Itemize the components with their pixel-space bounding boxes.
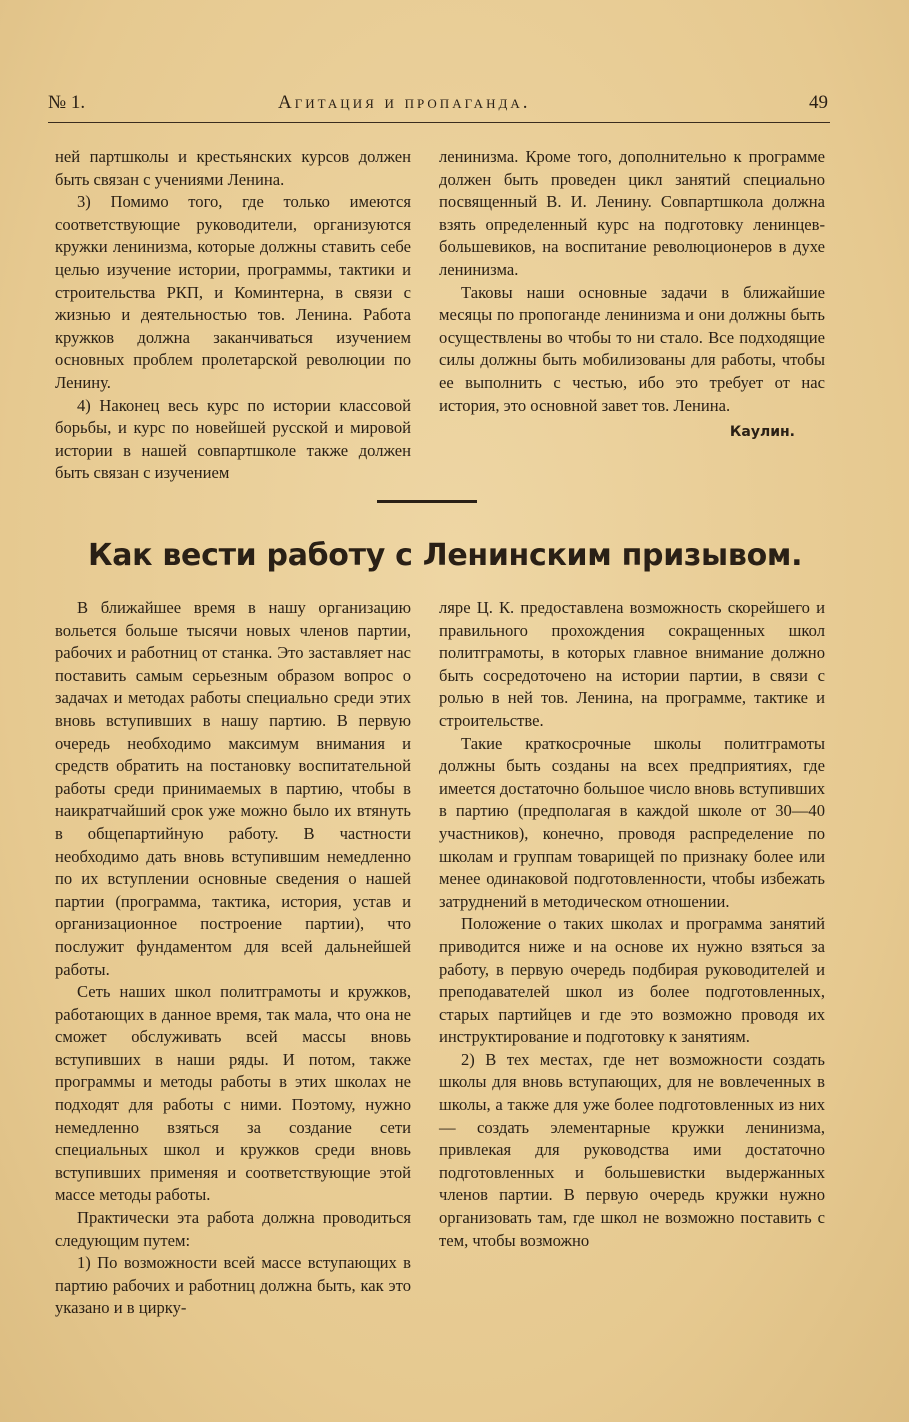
paragraph: 1) По возможности всей массе вступающих в партию рабочих и работниц должна быть, как это указано и в цирку- (55, 1253, 411, 1318)
article-column-left (55, 597, 411, 1320)
issue-number: № 1. (48, 92, 86, 113)
paragraph: Таковы наши основные задачи в ближайшие месяцы по пропоганде ленинизма и они должны быть осуществлены во чтобы то ни стало. Все подходящие силы должны быть мобилизованы для работы, чтобы ее выполнить с честью, ибо это требует от нас история, это основной завет тов. Ленина. (439, 282, 825, 415)
article-column-right (439, 597, 825, 1252)
paragraph: ляре Ц. К. предоставлена возможность скорейшего и правильного прохождения сокращенных школ политграмоты, в которых главное внимание должно быть сосредоточено на истории партии, в связи с ролью в ней тов. Ленина, на программе, тактике и строительстве. (439, 598, 825, 730)
paragraph: ленинизма. Кроме того, дополнительно к программе должен быть проведен цикл занятий специально посвященный В. И. Ленину. Совпартшкола должна взять определенный курс на подготовку ленинцев-большевиков, на воспитание революционеров в духе ленинизма. (439, 147, 825, 279)
paragraph: 3) Помимо того, где только имеются соответствующие руководители, организуются кружки ленинизма, которые должны ставить себе целью изучение истории, программы, тактики и строительства РКП, и Коминтерна, в связи с жизнью и деятельностью тов. Ленина. Работа кружков должна заканчиваться изучением основных проблем пролетарской революции по Ленину. (55, 192, 411, 392)
paragraph: В ближайшее время в нашу организацию вольется больше тысячи новых членов партии, рабочих и работниц от станка. Это заставляет нас поставить самым серьезным образом вопрос о задачах и методах работы специально среди этих вновь вступивших в нашу партию. В первую очередь необходимо максимум внимания и средств обратить на постановку воспитательной работы среди принимаемых в партию, чтобы в наикратчайший срок уже можно было их втянуть в общепартийную работу. В частности необходимо дать вновь вступившим немедленно по их вступлении основные сведения о нашей партии (программа, тактика, история, устав и организационное построение партии), что послужит фундаментом для всей дальнейшей работы. (55, 598, 411, 979)
paragraph: 2) В тех местах, где нет возможности создать школы для вновь вступающих, для не вовлеченных в школы, а также для уже более подготовленных из них — создать элементарные кружки ленинизма, привлекая для руководства ими достаточно подготовленных и большевистки выдержанных членов партии. В первую очередь кружки нужно организовать там, где школ не возможно поставить с тем, чтобы возможно (439, 1049, 825, 1250)
paragraph: 4) Наконец весь курс по истории классовой борьбы, и курс по новейшей русской и мировой истории в нашей совпартшколе также должен быть связан с изучением (55, 395, 411, 483)
top-column-left (55, 146, 411, 485)
top-column-right (439, 146, 825, 444)
journal-title: Агитация и пропаганда. (278, 92, 531, 113)
paragraph: ней партшколы и крестьянских курсов должен быть связан с учениями Ленина. (55, 147, 411, 189)
page-number: 49 (809, 92, 828, 113)
paragraph: Практически эта работа должна проводиться следующим путем: (55, 1208, 411, 1250)
article-headline: Как вести работу с Ленинским призывом. (88, 538, 803, 573)
paragraph: Положение о таких школах и программа занятий приводится ниже и на основе их нужно взяться за работу, в первую очередь подбирая руководителей и преподавателей школ из более подготовленных, старых партийцев и где это возможно проводя их инструктирование и подготовку к занятиям. (439, 914, 825, 1047)
paragraph: Такие краткосрочные школы политграмоты должны быть созданы на всех предприятиях, где имеется достаточно большое число вновь вступивших в партию (предполагая в каждой школе от 30—40 участников), конечно, проводя распределение по школам и группам товарищей по признаку более или менее одинаковой подготовленности, чтобы избежать затруднений в методическом отношении. (439, 733, 825, 911)
section-divider (377, 500, 477, 503)
paragraph: Сеть наших школ политграмоты и кружков, работающих в данное время, так мала, что она не сможет обслуживать всей массы вновь вступивших в наши ряды. И потом, также программы и методы работы в этих школах не подходят для работы с ними. Поэтому, нужно немедленно взяться за создание сети специальных школ и кружков среди вновь вступивших применяя и соответствующие этой массе методы работы. (55, 982, 411, 1205)
author-signature: Каулин. (729, 424, 795, 441)
running-header (48, 92, 828, 122)
header-rule (48, 122, 830, 123)
